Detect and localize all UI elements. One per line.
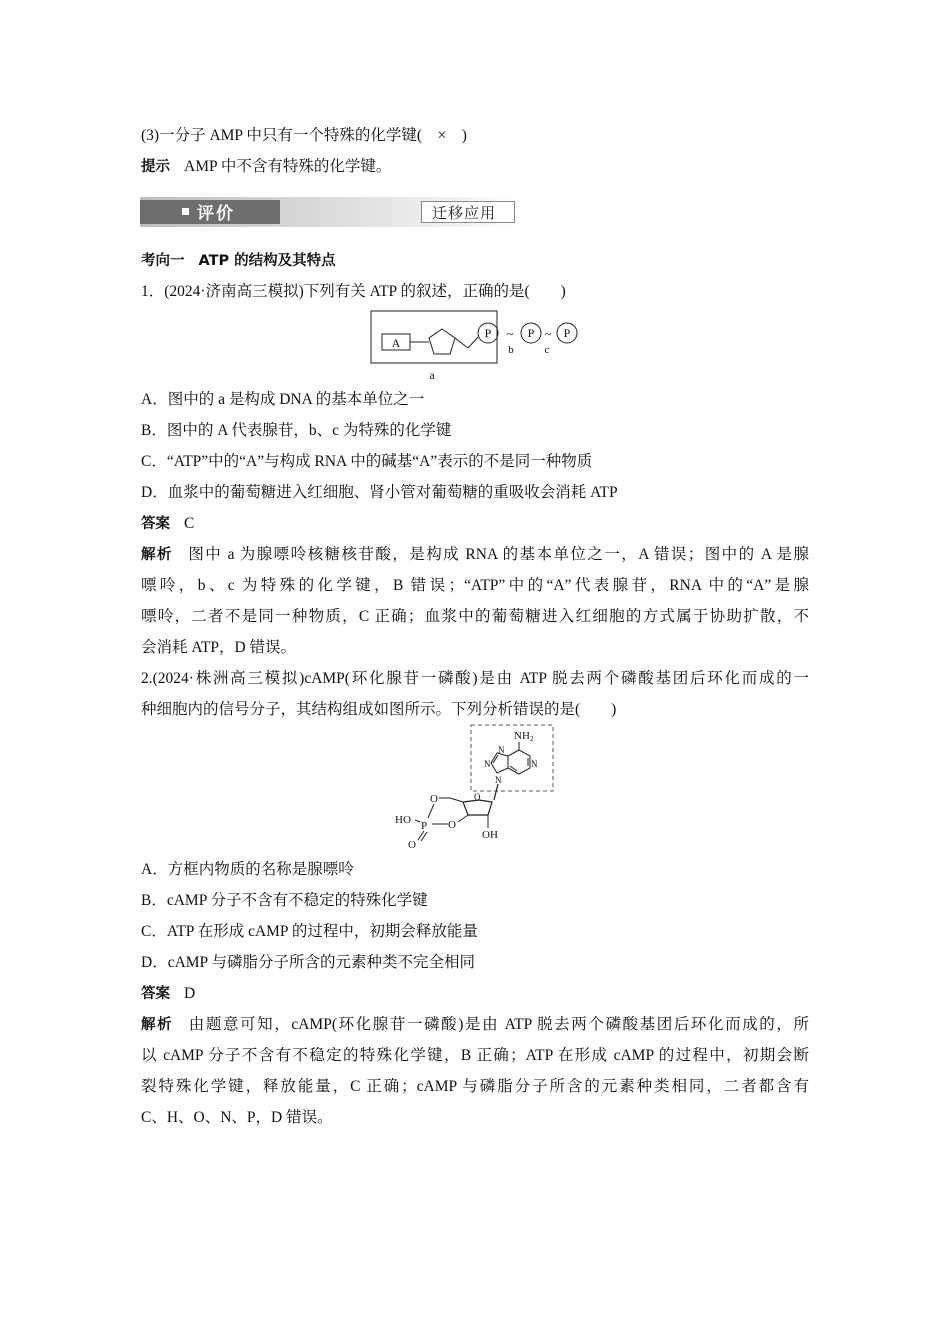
nucleotide-box <box>371 311 497 363</box>
q1-option-c: C．“ATP”中的“A”与构成 RNA 中的碱基“A”表示的不是同一种物质 <box>141 453 593 470</box>
q2-stem-line-1: 2.(2024·株洲高三模拟)cAMP(环化腺苷一磷酸)是由 ATP 脱去两个磷酸基团后环化而成的一 <box>141 670 809 687</box>
q2-stem-line-2: 种细胞内的信号分子，其结构组成如图所示。下列分析错误的是( ) <box>141 701 617 718</box>
q2-answer-value: D <box>184 985 196 1002</box>
q1-option-b: B．图中的 A 代表腺苷，b、c 为特殊的化学键 <box>141 422 452 439</box>
oh-label: OH <box>482 829 498 841</box>
q2-option-d: D．cAMP 与磷脂分子所含的元素种类不完全相同 <box>141 954 475 971</box>
q2-analysis-line-3: 裂特殊化学键，释放能量，C 正确；cAMP 与磷脂分子所含的元素种类相同，二者都含有 <box>141 1078 809 1095</box>
section-banner <box>140 197 522 227</box>
q1-option-a: A．图中的 a 是构成 DNA 的基本单位之一 <box>141 391 425 408</box>
q2-option-a: A．方框内物质的名称是腺嘌呤 <box>141 861 354 878</box>
q1-analysis-label: 解析 <box>141 547 173 563</box>
q1-analysis-line-4: 会消耗 ATP，D 错误。 <box>141 639 297 656</box>
q1-analysis-line-1: 解析 图中 a 为腺嘌呤核糖核苷酸，是构成 RNA 的基本单位之一，A 错误；图中的 A 是腺 <box>141 546 810 563</box>
n-label-1: N <box>498 745 505 755</box>
q2-answer <box>141 984 195 1004</box>
banner-right-label: 迁移应用 <box>432 204 497 222</box>
ring-oxygen-label: O <box>474 792 481 802</box>
q1-answer-value: C <box>184 515 195 532</box>
n-label-2: N <box>484 759 491 769</box>
q1-answer-label: 答案 <box>141 516 170 532</box>
n-label-3: N <box>531 759 538 769</box>
phosphate-label-2: P <box>527 326 535 340</box>
heading-label: 考向一 <box>141 253 185 269</box>
banner-left-label: 评价 <box>197 204 235 224</box>
n-label-4: N <box>495 775 502 785</box>
hint-label: 提示 <box>141 159 170 175</box>
q1-stem: 1．(2024·济南高三模拟)下列有关 ATP 的叙述，正确的是( ) <box>141 283 566 300</box>
p-label: P <box>421 820 428 832</box>
intro-q3: (3)一分子 AMP 中只有一个特殊的化学键( × ) <box>141 127 467 144</box>
q2-analysis-line-1: 解析 由题意可知，cAMP(环化腺苷一磷酸)是由 ATP 脱去两个磷酸基团后环化而成的，所 <box>141 1016 809 1033</box>
q1-analysis-line-3: 嘌呤，二者不是同一种物质，C 正确；血浆中的葡萄糖进入红细胞的方式属于协助扩散，不 <box>141 608 809 625</box>
tilde-b: ~ <box>506 327 514 341</box>
label-a: a <box>429 368 435 382</box>
phosphate-label-3: P <box>563 326 571 340</box>
intro-hint <box>141 157 391 177</box>
label-b: b <box>508 344 514 356</box>
nh2-label: NH2 <box>514 730 534 743</box>
ho-label: HO <box>395 814 411 826</box>
q1-analysis-line-2: 嘌呤，b、c 为特殊的化学键，B 错误；“ATP”中的“A”代表腺苷，RNA 中的“A”是腺 <box>141 577 809 594</box>
phosphate-label-1: P <box>484 326 492 340</box>
box-label-a: A <box>391 336 401 350</box>
q2-analysis-label: 解析 <box>141 1017 174 1033</box>
section-heading <box>141 251 336 271</box>
ribose-pentagon <box>429 329 455 354</box>
o-double-label: O <box>408 839 416 850</box>
q1-answer <box>141 514 194 534</box>
q2-option-b: B．cAMP 分子不含有不稳定的特殊化学键 <box>141 892 428 909</box>
tilde-c: ~ <box>544 327 552 341</box>
o-label-1: O <box>430 793 438 805</box>
q2-answer-label: 答案 <box>141 986 170 1002</box>
q1-option-d: D．血浆中的葡萄糖进入红细胞、肾小管对葡萄糖的重吸收会消耗 ATP <box>141 484 618 501</box>
o-label-2: O <box>448 819 456 831</box>
label-c: c <box>544 344 550 356</box>
heading-title: ATP 的结构及其特点 <box>198 253 336 269</box>
atp-structure-diagram <box>360 306 590 384</box>
hint-text: AMP 中不含有特殊的化学键。 <box>184 158 392 175</box>
q2-analysis-line-2: 以 cAMP 分子不含有不稳定的特殊化学键，B 正确；ATP 在形成 cAMP 的过程中，初期会断 <box>141 1047 809 1064</box>
q2-analysis-line-4: C、H、O、N、P，D 错误。 <box>141 1109 333 1126</box>
camp-structure-diagram <box>390 722 560 850</box>
square-bullet-icon <box>182 208 189 215</box>
adenine-dashed-box <box>471 725 553 791</box>
q2-option-c: C．ATP 在形成 cAMP 的过程中，初期会释放能量 <box>141 923 478 940</box>
o-label-3: O <box>450 788 451 789</box>
